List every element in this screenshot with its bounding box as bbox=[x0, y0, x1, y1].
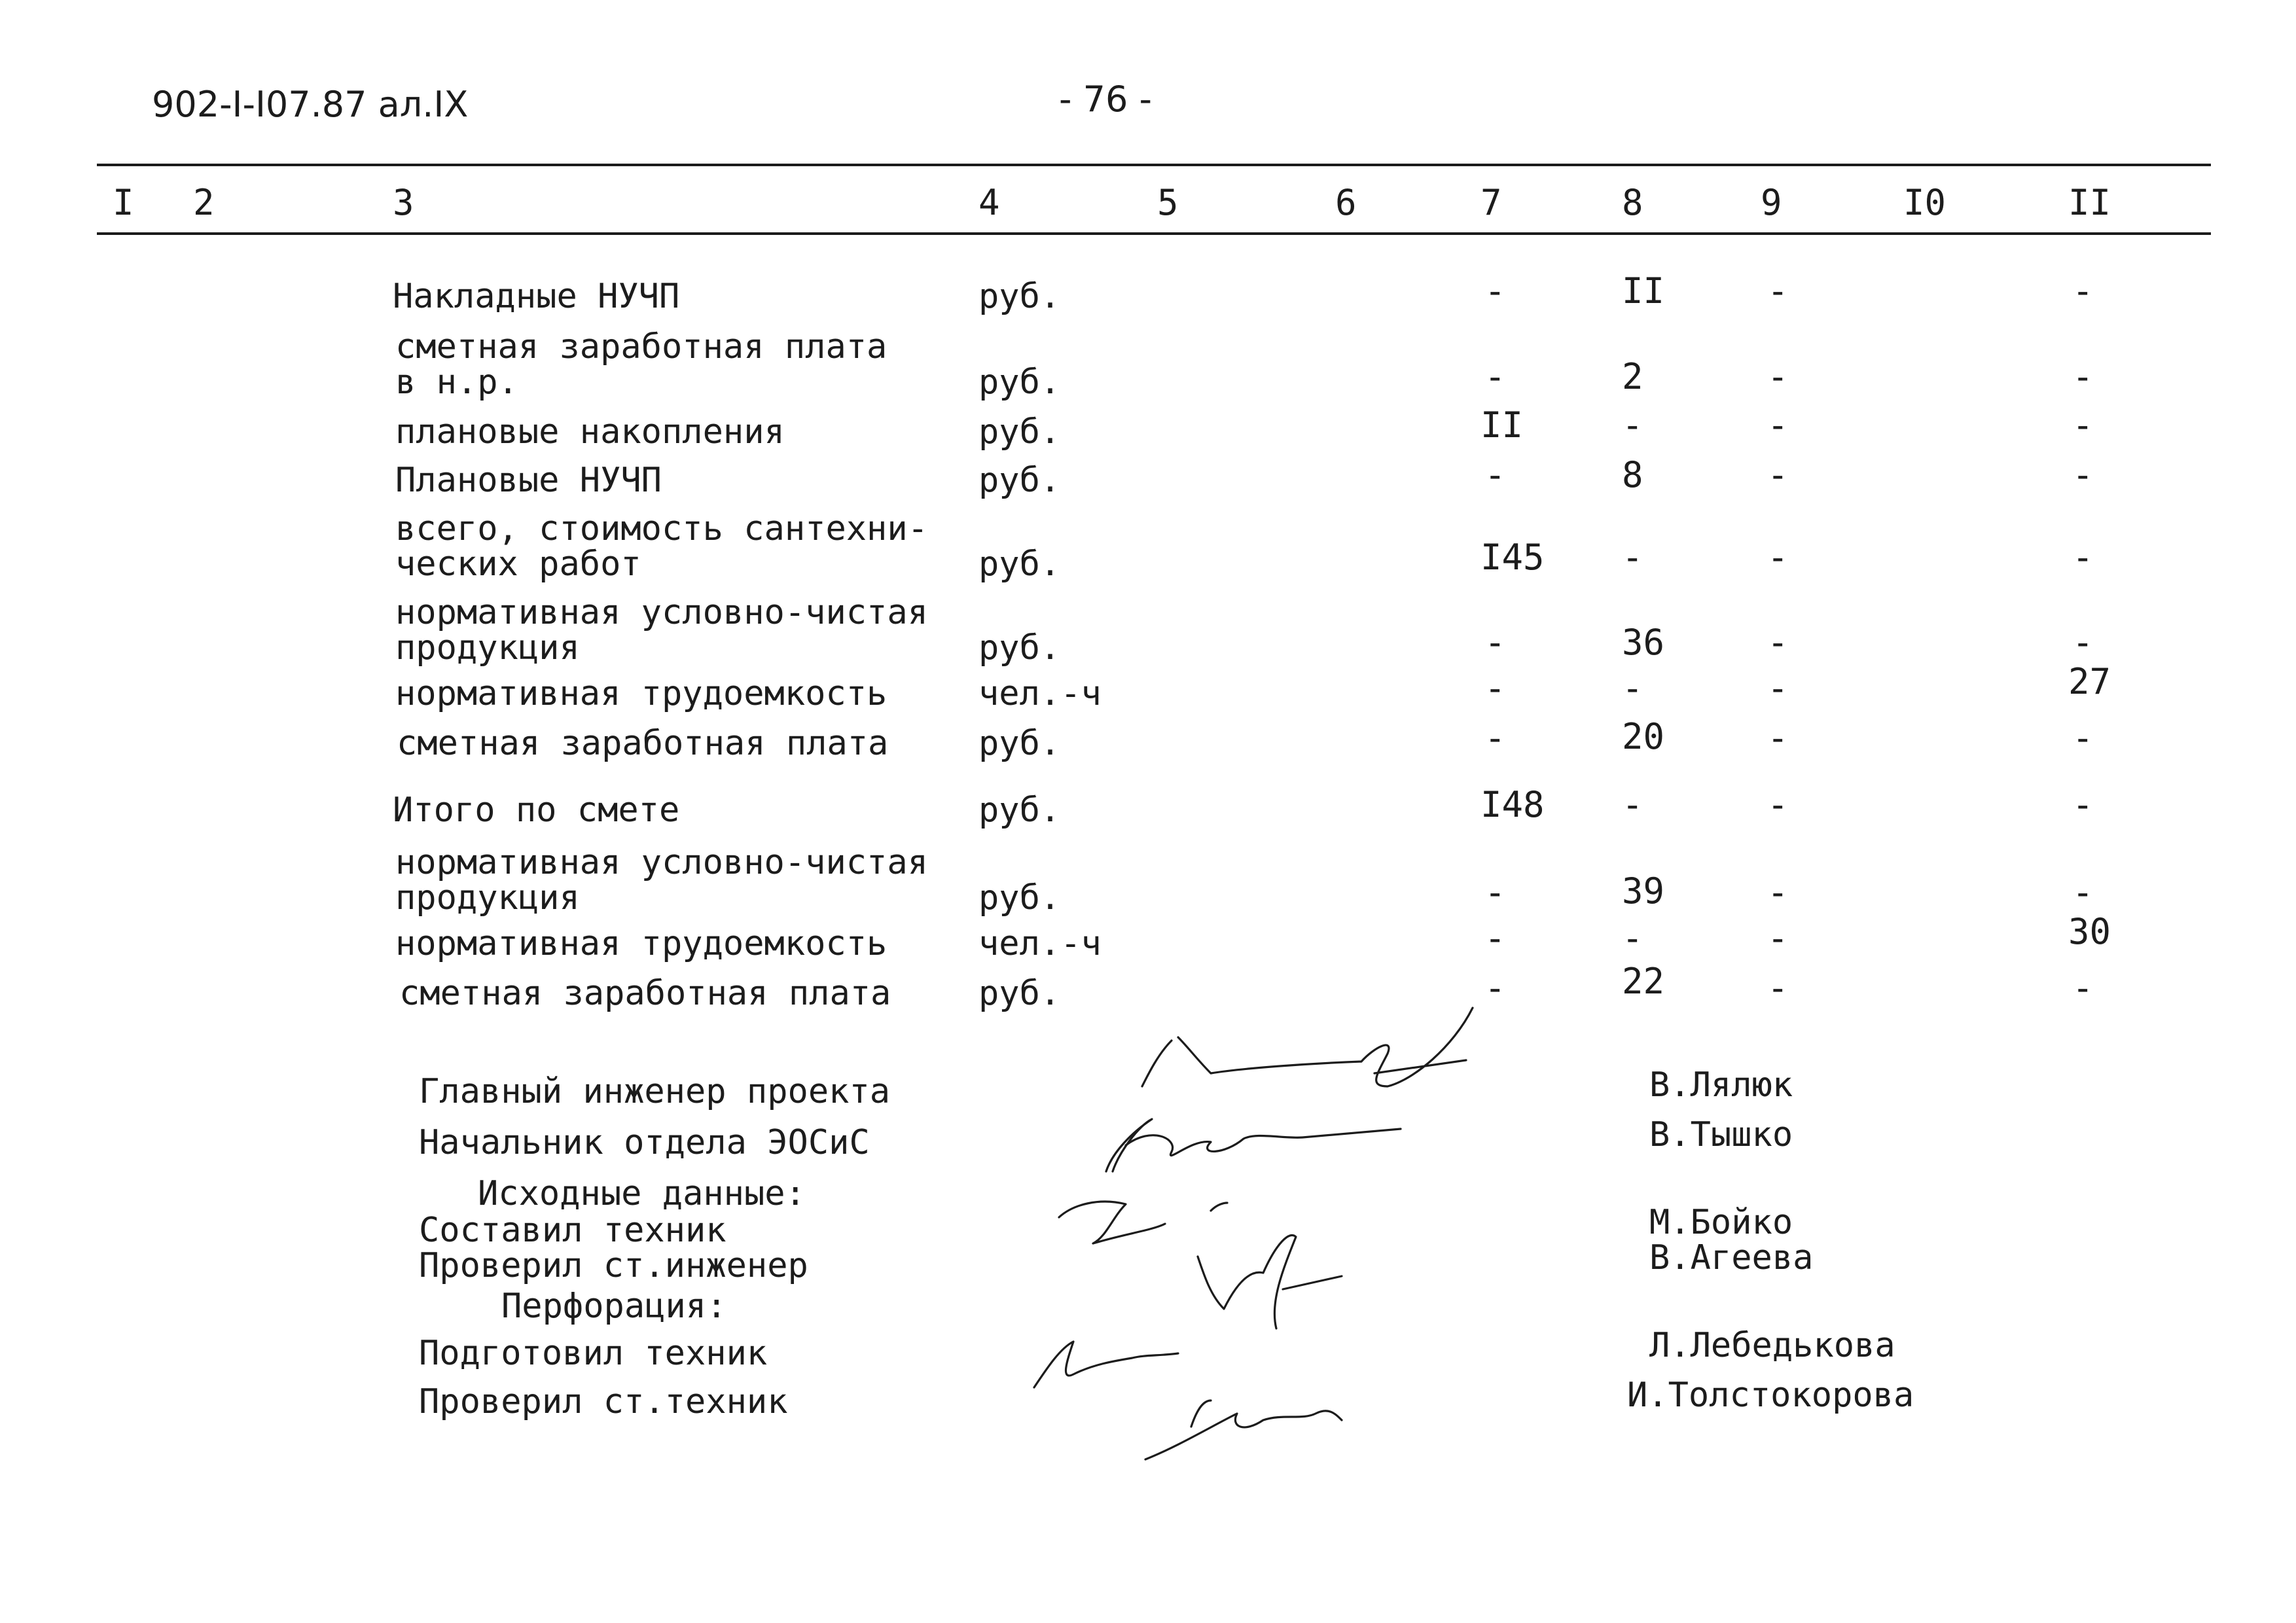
row-label-cont: продукция bbox=[395, 628, 580, 668]
cell-col9: - bbox=[1767, 404, 1789, 446]
row-label: нормативная трудоемкость bbox=[395, 924, 888, 963]
row-label: Накладные НУЧП bbox=[393, 277, 680, 316]
document-code: 902-I-I07.87 ал.IX bbox=[152, 84, 469, 125]
cell-col11: - bbox=[2072, 404, 2094, 446]
row-label: Итого по смете bbox=[393, 791, 680, 830]
row-label: сметная заработная плата bbox=[397, 724, 889, 763]
cell-col7: - bbox=[1484, 270, 1506, 312]
cell-col11: - bbox=[2072, 454, 2094, 495]
cell-col8: 39 bbox=[1622, 870, 1665, 912]
row-label: сметная заработная плата bbox=[399, 974, 891, 1013]
row-label: нормативная условно-чистая bbox=[395, 593, 928, 632]
cell-col7: II bbox=[1480, 404, 1524, 446]
checked-name: В.Агеева bbox=[1649, 1238, 1814, 1277]
cell-col9: - bbox=[1767, 784, 1789, 825]
column-number: 7 bbox=[1480, 182, 1502, 223]
row-unit: руб. bbox=[978, 974, 1061, 1013]
cell-col9: - bbox=[1767, 356, 1789, 397]
cell-col11: - bbox=[2072, 537, 2094, 578]
column-number: 8 bbox=[1622, 182, 1643, 223]
row-unit: руб. bbox=[978, 791, 1061, 830]
row-label: плановые накопления bbox=[395, 412, 785, 452]
cell-col9: - bbox=[1767, 270, 1789, 312]
cell-col7: - bbox=[1484, 622, 1506, 663]
row-unit: руб. bbox=[978, 412, 1061, 452]
cell-col8: - bbox=[1622, 668, 1643, 709]
checked-label: Проверил ст.инженер bbox=[419, 1246, 808, 1285]
cell-col8: 2 bbox=[1622, 356, 1643, 397]
signature-compiled bbox=[1059, 1202, 1227, 1243]
prepared-label: Подготовил техник bbox=[419, 1334, 768, 1373]
compiled-name: М.Бойко bbox=[1649, 1203, 1793, 1242]
chief-engineer-label: Главный инженер проекта bbox=[419, 1072, 891, 1111]
chief-engineer-name: В.Лялюк bbox=[1649, 1065, 1793, 1105]
cell-col9: - bbox=[1767, 668, 1789, 709]
dept-head-name: В.Тышко bbox=[1649, 1115, 1793, 1154]
cell-col7: - bbox=[1484, 356, 1506, 397]
row-label-cont: продукция bbox=[395, 878, 580, 918]
cell-col8: II bbox=[1622, 270, 1665, 312]
cell-col8: 20 bbox=[1622, 716, 1665, 757]
signature-prepared bbox=[1034, 1342, 1178, 1387]
row-label: нормативная условно-чистая bbox=[395, 843, 928, 882]
cell-col9: - bbox=[1767, 454, 1789, 495]
row-unit: руб. bbox=[978, 628, 1061, 668]
cell-col9: - bbox=[1767, 622, 1789, 663]
cell-col9: - bbox=[1767, 872, 1789, 913]
page-number: - 76 - bbox=[1059, 79, 1153, 120]
column-number: 4 bbox=[978, 182, 1000, 223]
compiled-label: Составил техник bbox=[419, 1211, 726, 1250]
cell-col7: I48 bbox=[1480, 784, 1545, 825]
row-unit: руб. bbox=[978, 878, 1061, 918]
cell-col11: - bbox=[2072, 622, 2094, 663]
row-label: сметная заработная плата bbox=[395, 327, 888, 366]
cell-col9: - bbox=[1767, 967, 1789, 1008]
cell-col8: 22 bbox=[1622, 961, 1665, 1002]
dept-head-label: Начальник отдела ЭОСиС bbox=[419, 1123, 870, 1162]
row-unit: руб. bbox=[978, 277, 1061, 316]
perforation-heading: Перфорация: bbox=[501, 1287, 727, 1326]
signature-checked bbox=[1198, 1235, 1342, 1329]
cell-col8: - bbox=[1622, 537, 1643, 578]
row-unit: чел.-ч bbox=[978, 674, 1102, 713]
row-label: нормативная трудоемкость bbox=[395, 674, 888, 713]
column-number: I0 bbox=[1903, 182, 1946, 223]
cell-col7: - bbox=[1484, 967, 1506, 1008]
signature-dept-head bbox=[1106, 1119, 1401, 1171]
cell-col9: - bbox=[1767, 537, 1789, 578]
checked2-name: И.Толстокорова bbox=[1627, 1376, 1914, 1415]
signature-chief-engineer bbox=[1142, 1008, 1473, 1086]
row-unit: руб. bbox=[978, 724, 1061, 763]
column-number: II bbox=[2068, 182, 2111, 223]
column-number: 9 bbox=[1761, 182, 1782, 223]
cell-col11: - bbox=[2072, 967, 2094, 1008]
cell-col11: - bbox=[2072, 270, 2094, 312]
cell-col9: - bbox=[1767, 717, 1789, 758]
cell-col7: - bbox=[1484, 717, 1506, 758]
row-label-cont: ческих работ bbox=[395, 544, 641, 584]
cell-col11: - bbox=[2072, 356, 2094, 397]
cell-col11: 27 bbox=[2068, 661, 2111, 702]
cell-col11: - bbox=[2072, 872, 2094, 913]
cell-col7: - bbox=[1484, 454, 1506, 495]
cell-col7: I45 bbox=[1480, 537, 1545, 578]
column-number: 2 bbox=[193, 182, 215, 223]
row-label: Плановые НУЧП bbox=[395, 461, 662, 500]
cell-col8: 8 bbox=[1622, 454, 1643, 495]
row-unit: руб. bbox=[978, 461, 1061, 500]
cell-col8: - bbox=[1622, 784, 1643, 825]
prepared-name: Л.Лебедькова bbox=[1649, 1326, 1895, 1365]
column-number: 3 bbox=[393, 182, 414, 223]
cell-col8: - bbox=[1622, 404, 1643, 446]
column-number: 5 bbox=[1157, 182, 1179, 223]
cell-col9: - bbox=[1767, 918, 1789, 959]
row-unit: руб. bbox=[978, 544, 1061, 584]
row-label-cont: в н.р. bbox=[395, 363, 518, 402]
column-number: I bbox=[113, 182, 134, 223]
cell-col11: 30 bbox=[2068, 911, 2111, 952]
row-unit: руб. bbox=[978, 363, 1061, 402]
cell-col11: - bbox=[2072, 784, 2094, 825]
signature-checked2 bbox=[1145, 1400, 1342, 1459]
row-unit: чел.-ч bbox=[978, 924, 1102, 963]
column-number: 6 bbox=[1335, 182, 1357, 223]
cell-col8: - bbox=[1622, 918, 1643, 959]
cell-col7: - bbox=[1484, 918, 1506, 959]
cell-col11: - bbox=[2072, 717, 2094, 758]
cell-col7: - bbox=[1484, 872, 1506, 913]
row-label: всего, стоимость сантехни- bbox=[395, 509, 928, 548]
checked2-label: Проверил ст.техник bbox=[419, 1382, 788, 1421]
source-data-heading: Исходные данные: bbox=[478, 1174, 806, 1213]
cell-col8: 36 bbox=[1622, 622, 1665, 663]
cell-col7: - bbox=[1484, 668, 1506, 709]
